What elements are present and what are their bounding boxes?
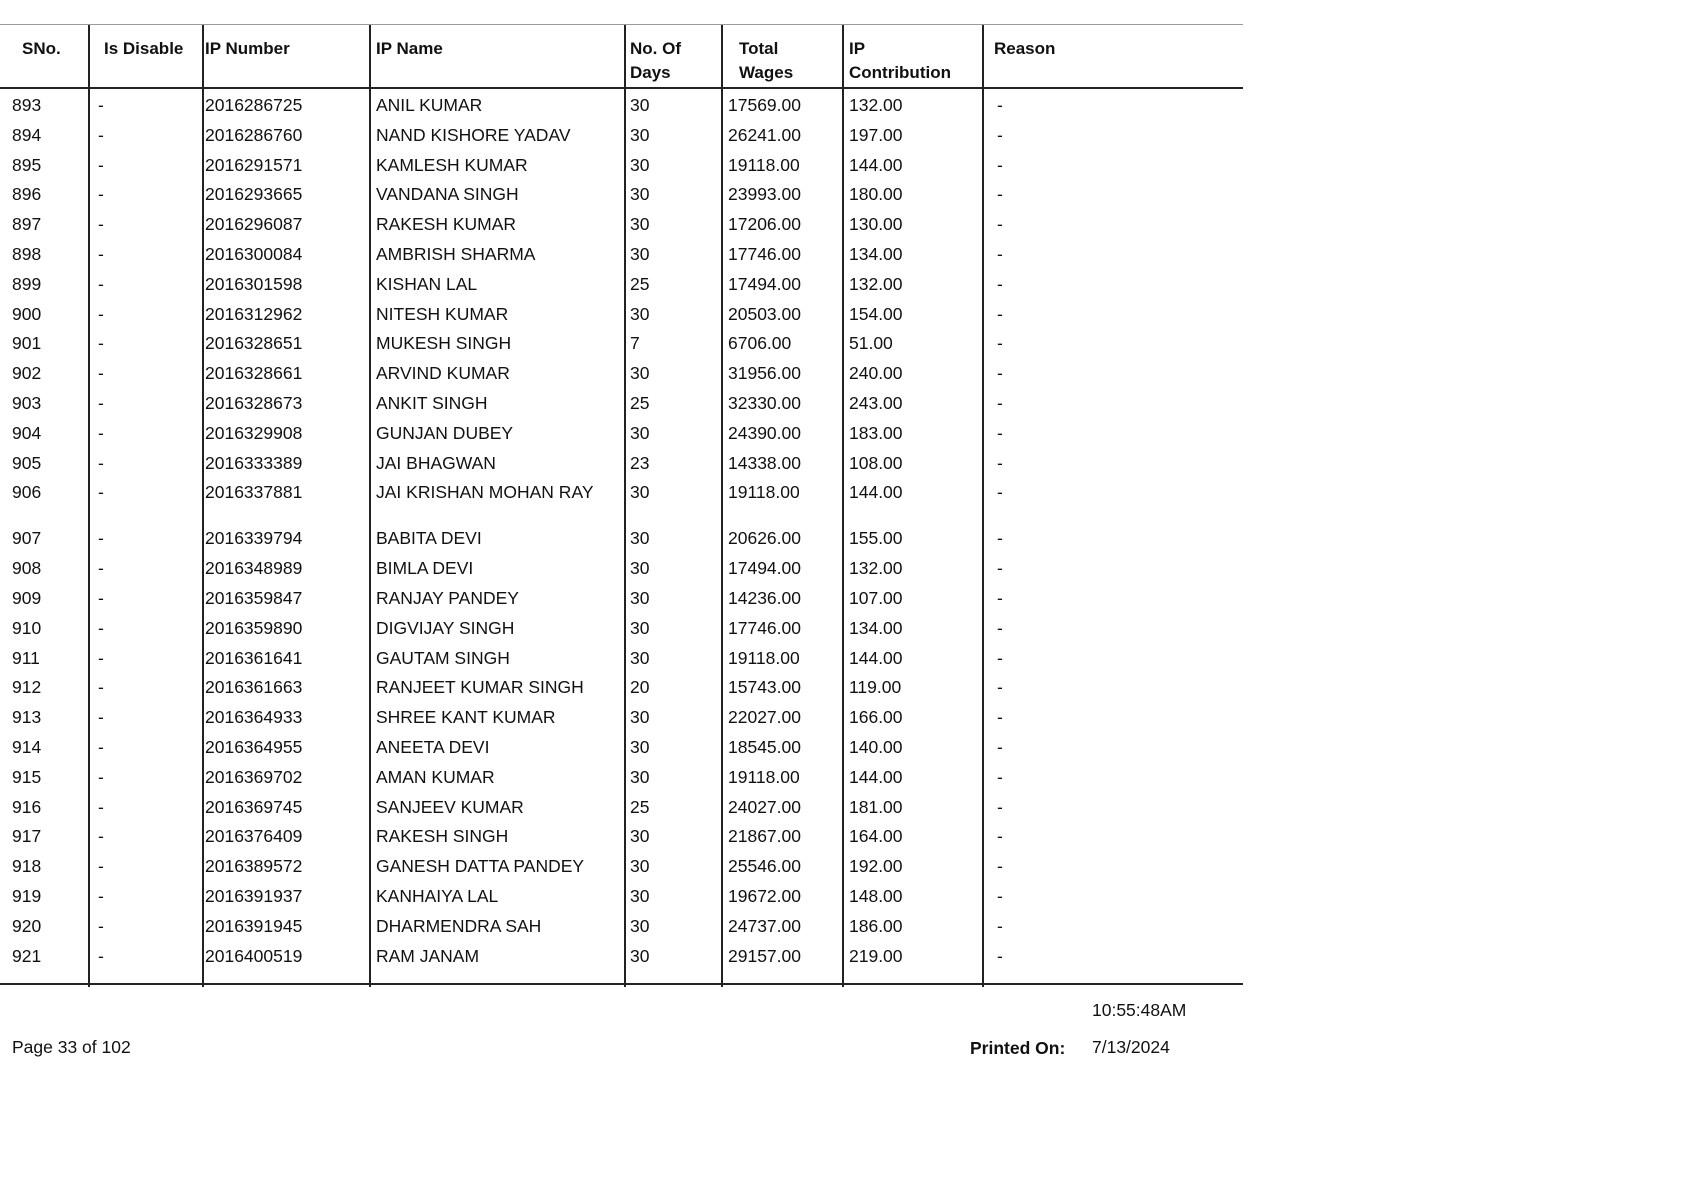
cell-total-wages: 19118.00 — [728, 647, 800, 668]
cell-sno: 906 — [12, 482, 42, 503]
header-ip-contribution — [849, 37, 951, 85]
cell-is-disable: - — [98, 677, 104, 698]
cell-reason: - — [997, 154, 1003, 175]
cell-ip-contribution: 132.00 — [849, 558, 903, 579]
cell-total-wages: 26241.00 — [728, 124, 801, 145]
cell-ip-name: KAMLESH KUMAR — [376, 154, 528, 175]
cell-reason: - — [997, 647, 1003, 668]
header-total-wages-line2: Wages — [739, 63, 794, 82]
cell-ip-contribution: 107.00 — [849, 587, 903, 608]
cell-is-disable: - — [98, 154, 104, 175]
cell-total-wages: 31956.00 — [728, 363, 801, 384]
cell-ip-number: 2016291571 — [205, 154, 303, 175]
cell-total-wages: 19118.00 — [728, 482, 800, 503]
cell-days: 7 — [630, 333, 640, 354]
cell-reason: - — [997, 856, 1003, 877]
table-row — [0, 120, 1243, 150]
cell-ip-name: RANJAY PANDEY — [376, 587, 519, 608]
cell-reason: - — [997, 95, 1003, 115]
table-row — [0, 881, 1243, 911]
printed-date: 7/13/2024 — [1092, 1037, 1170, 1057]
cell-sno: 893 — [12, 95, 42, 115]
cell-ip-contribution: 51.00 — [849, 333, 893, 354]
cell-total-wages: 17746.00 — [728, 617, 801, 638]
printed-time: 10:55:48AM — [1092, 1000, 1187, 1020]
cell-total-wages: 24027.00 — [728, 796, 801, 817]
cell-is-disable: - — [98, 214, 104, 235]
cell-ip-number: 2016328651 — [205, 333, 303, 354]
cell-days: 30 — [630, 587, 650, 608]
table-row — [0, 672, 1243, 702]
cell-ip-name: RANJEET KUMAR SINGH — [376, 677, 584, 698]
cell-total-wages: 23993.00 — [728, 184, 801, 205]
cell-days: 30 — [630, 647, 650, 668]
cell-ip-contribution: 240.00 — [849, 363, 903, 384]
cell-reason: - — [997, 736, 1003, 757]
cell-ip-number: 2016328673 — [205, 392, 303, 413]
cell-ip-contribution: 144.00 — [849, 482, 903, 503]
cell-is-disable: - — [98, 422, 104, 443]
table-row — [0, 388, 1243, 418]
cell-total-wages: 17494.00 — [728, 273, 801, 294]
cell-is-disable: - — [98, 796, 104, 817]
cell-ip-contribution: 186.00 — [849, 915, 903, 936]
header-total-wages — [739, 37, 793, 85]
cell-ip-number: 2016337881 — [205, 482, 303, 503]
cell-reason: - — [997, 482, 1003, 503]
cell-days: 30 — [630, 617, 650, 638]
header-reason: Reason — [994, 39, 1056, 58]
cell-sno: 921 — [12, 945, 42, 966]
table-row — [0, 179, 1243, 209]
cell-total-wages: 17746.00 — [728, 243, 801, 264]
cell-days: 30 — [630, 124, 650, 145]
cell-sno: 897 — [12, 214, 42, 235]
cell-is-disable: - — [98, 856, 104, 877]
cell-total-wages: 6706.00 — [728, 333, 792, 354]
cell-ip-contribution: 197.00 — [849, 124, 903, 145]
cell-ip-number: 2016391945 — [205, 915, 303, 936]
cell-ip-number: 2016400519 — [205, 945, 303, 966]
cell-sno: 918 — [12, 856, 42, 877]
cell-ip-contribution: 132.00 — [849, 273, 903, 294]
cell-ip-number: 2016359890 — [205, 617, 303, 638]
cell-is-disable: - — [98, 558, 104, 579]
cell-is-disable: - — [98, 736, 104, 757]
header-no-of-days-line2: Days — [630, 63, 671, 82]
cell-total-wages: 32330.00 — [728, 392, 801, 413]
cell-ip-name: RAKESH KUMAR — [376, 214, 517, 235]
cell-ip-name: GANESH DATTA PANDEY — [376, 856, 585, 877]
cell-sno: 908 — [12, 558, 42, 579]
cell-is-disable: - — [98, 363, 104, 384]
cell-is-disable: - — [98, 707, 104, 728]
table-row — [0, 418, 1243, 448]
cell-ip-number: 2016293665 — [205, 184, 303, 205]
cell-days: 30 — [630, 915, 650, 936]
cell-ip-contribution: 134.00 — [849, 617, 903, 638]
cell-reason: - — [997, 363, 1003, 384]
table-row — [0, 448, 1243, 478]
cell-sno: 910 — [12, 617, 42, 638]
cell-ip-name: KISHAN LAL — [376, 273, 478, 294]
cell-ip-contribution: 134.00 — [849, 243, 903, 264]
cell-sno: 895 — [12, 154, 42, 175]
cell-is-disable: - — [98, 766, 104, 787]
cell-is-disable: - — [98, 945, 104, 966]
header-is-disable: Is Disable — [104, 39, 184, 58]
cell-is-disable: - — [98, 647, 104, 668]
cell-total-wages: 19118.00 — [728, 766, 800, 787]
cell-reason: - — [997, 885, 1003, 906]
cell-reason: - — [997, 587, 1003, 608]
header-no-of-days — [630, 37, 681, 85]
cell-ip-contribution: 181.00 — [849, 796, 903, 817]
cell-reason: - — [997, 528, 1003, 549]
cell-days: 30 — [630, 885, 650, 906]
table-row — [0, 553, 1243, 583]
cell-total-wages: 22027.00 — [728, 707, 801, 728]
cell-days: 30 — [630, 528, 650, 549]
cell-ip-name: AMBRISH SHARMA — [376, 243, 536, 264]
cell-ip-name: AMAN KUMAR — [376, 766, 495, 787]
cell-total-wages: 20626.00 — [728, 528, 801, 549]
cell-days: 30 — [630, 766, 650, 787]
table-row — [0, 269, 1243, 299]
cell-sno: 904 — [12, 422, 42, 443]
cell-ip-number: 2016301598 — [205, 273, 303, 294]
cell-sno: 905 — [12, 452, 42, 473]
table-row — [0, 583, 1243, 613]
header-sno: SNo. — [22, 39, 61, 58]
cell-ip-number: 2016329908 — [205, 422, 303, 443]
cell-days: 30 — [630, 945, 650, 966]
cell-reason: - — [997, 707, 1003, 728]
table-row — [0, 762, 1243, 792]
cell-is-disable: - — [98, 528, 104, 549]
cell-total-wages: 15743.00 — [728, 677, 801, 698]
cell-sno: 909 — [12, 587, 42, 608]
cell-ip-number: 2016328661 — [205, 363, 303, 384]
cell-ip-contribution: 140.00 — [849, 736, 903, 757]
cell-total-wages: 19118.00 — [728, 154, 800, 175]
cell-days: 30 — [630, 214, 650, 235]
cell-ip-contribution: 155.00 — [849, 528, 903, 549]
cell-is-disable: - — [98, 243, 104, 264]
table-row — [0, 358, 1243, 388]
cell-sno: 917 — [12, 826, 42, 847]
cell-total-wages: 17569.00 — [728, 95, 801, 115]
cell-ip-name: GUNJAN DUBEY — [376, 422, 514, 443]
table-row — [0, 613, 1243, 643]
cell-ip-number: 2016389572 — [205, 856, 303, 877]
cell-ip-name: KANHAIYA LAL — [376, 885, 499, 906]
cell-days: 30 — [630, 363, 650, 384]
cell-reason: - — [997, 558, 1003, 579]
cell-sno: 901 — [12, 333, 42, 354]
cell-ip-contribution: 154.00 — [849, 303, 903, 324]
cell-ip-number: 2016312962 — [205, 303, 303, 324]
cell-ip-name: ARVIND KUMAR — [376, 363, 510, 384]
table-row — [0, 702, 1243, 732]
cell-ip-contribution: 144.00 — [849, 154, 903, 175]
cell-ip-name: ANEETA DEVI — [376, 736, 490, 757]
cell-ip-contribution: 148.00 — [849, 885, 903, 906]
cell-ip-number: 2016333389 — [205, 452, 303, 473]
cell-days: 30 — [630, 482, 650, 503]
cell-is-disable: - — [98, 885, 104, 906]
table-row — [0, 209, 1243, 239]
cell-reason: - — [997, 796, 1003, 817]
header-ip-number: IP Number — [205, 39, 290, 58]
cell-days: 30 — [630, 303, 650, 324]
cell-ip-number: 2016286725 — [205, 95, 303, 115]
cell-ip-number: 2016376409 — [205, 826, 303, 847]
cell-days: 20 — [630, 677, 650, 698]
cell-ip-number: 2016361641 — [205, 647, 303, 668]
table-row — [0, 821, 1243, 851]
header-divider — [0, 87, 1243, 89]
cell-is-disable: - — [98, 303, 104, 324]
header-ip-contribution-line1: IP — [849, 39, 866, 58]
cell-ip-name: SANJEEV KUMAR — [376, 796, 524, 817]
table-row — [0, 851, 1243, 881]
cell-total-wages: 20503.00 — [728, 303, 801, 324]
cell-ip-number: 2016348989 — [205, 558, 303, 579]
cell-total-wages: 21867.00 — [728, 826, 801, 847]
cell-ip-number: 2016339794 — [205, 528, 303, 549]
cell-days: 23 — [630, 452, 650, 473]
cell-sno: 911 — [12, 647, 40, 668]
cell-ip-name: SHREE KANT KUMAR — [376, 707, 556, 728]
cell-is-disable: - — [98, 95, 104, 115]
cell-ip-number: 2016364955 — [205, 736, 303, 757]
cell-ip-number: 2016296087 — [205, 214, 303, 235]
cell-days: 25 — [630, 796, 650, 817]
cell-days: 30 — [630, 422, 650, 443]
cell-ip-name: DHARMENDRA SAH — [376, 915, 542, 936]
cell-reason: - — [997, 273, 1003, 294]
cell-reason: - — [997, 184, 1003, 205]
cell-reason: - — [997, 766, 1003, 787]
printed-on-label: Printed On: — [970, 1038, 1066, 1058]
cell-ip-number: 2016300084 — [205, 243, 303, 264]
cell-sno: 907 — [12, 528, 42, 549]
cell-ip-name: BIMLA DEVI — [376, 558, 474, 579]
cell-is-disable: - — [98, 482, 104, 503]
cell-ip-contribution: 243.00 — [849, 392, 903, 413]
cell-ip-contribution: 132.00 — [849, 95, 903, 115]
cell-is-disable: - — [98, 452, 104, 473]
cell-days: 30 — [630, 826, 650, 847]
cell-total-wages: 25546.00 — [728, 856, 801, 877]
cell-days: 30 — [630, 243, 650, 264]
cell-total-wages: 19672.00 — [728, 885, 801, 906]
table-row — [0, 911, 1243, 941]
cell-sno: 896 — [12, 184, 42, 205]
cell-ip-name: ANIL KUMAR — [376, 95, 483, 115]
cell-total-wages: 29157.00 — [728, 945, 801, 966]
cell-reason: - — [997, 392, 1003, 413]
cell-ip-number: 2016286760 — [205, 124, 303, 145]
cell-ip-number: 2016359847 — [205, 587, 303, 608]
cell-days: 30 — [630, 856, 650, 877]
cell-reason: - — [997, 243, 1003, 264]
cell-sno: 903 — [12, 392, 42, 413]
cell-ip-contribution: 183.00 — [849, 422, 903, 443]
cell-reason: - — [997, 945, 1003, 966]
cell-ip-number: 2016369702 — [205, 766, 303, 787]
cell-total-wages: 18545.00 — [728, 736, 801, 757]
table-bottom-border — [0, 983, 1243, 985]
header-no-of-days-line1: No. Of — [630, 39, 681, 58]
cell-reason: - — [997, 617, 1003, 638]
table-row — [0, 150, 1243, 180]
cell-sno: 913 — [12, 707, 42, 728]
cell-ip-contribution: 144.00 — [849, 766, 903, 787]
cell-ip-contribution: 108.00 — [849, 452, 903, 473]
cell-sno: 899 — [12, 273, 42, 294]
cell-ip-number: 2016364933 — [205, 707, 303, 728]
cell-is-disable: - — [98, 333, 104, 354]
cell-ip-contribution: 192.00 — [849, 856, 903, 877]
cell-ip-name: GAUTAM SINGH — [376, 647, 510, 668]
table-row — [0, 239, 1243, 269]
cell-ip-contribution: 130.00 — [849, 214, 903, 235]
cell-reason: - — [997, 303, 1003, 324]
header-ip-contribution-line2: Contribution — [849, 63, 951, 82]
cell-reason: - — [997, 452, 1003, 473]
cell-reason: - — [997, 333, 1003, 354]
cell-ip-name: DIGVIJAY SINGH — [376, 617, 515, 638]
page-number: Page 33 of 102 — [12, 1037, 131, 1057]
table-row — [0, 299, 1243, 329]
cell-days: 30 — [630, 95, 650, 115]
cell-is-disable: - — [98, 273, 104, 294]
cell-sno: 894 — [12, 124, 42, 145]
cell-total-wages: 14338.00 — [728, 452, 801, 473]
cell-ip-contribution: 166.00 — [849, 707, 903, 728]
cell-reason: - — [997, 214, 1003, 235]
header-total-wages-line1: Total — [739, 39, 779, 58]
cell-is-disable: - — [98, 587, 104, 608]
cell-ip-number: 2016391937 — [205, 885, 303, 906]
cell-ip-name: VANDANA SINGH — [376, 184, 519, 205]
table-row — [0, 477, 1243, 523]
cell-sno: 914 — [12, 736, 42, 757]
cell-ip-name: BABITA DEVI — [376, 528, 482, 549]
cell-ip-name: JAI KRISHAN MOHAN RAY — [376, 482, 594, 503]
cell-sno: 912 — [12, 677, 42, 698]
table-row — [0, 523, 1243, 553]
cell-ip-contribution: 144.00 — [849, 647, 903, 668]
header-ip-name: IP Name — [376, 39, 443, 58]
cell-is-disable: - — [98, 617, 104, 638]
cell-reason: - — [997, 422, 1003, 443]
cell-total-wages: 24390.00 — [728, 422, 801, 443]
cell-sno: 920 — [12, 915, 42, 936]
cell-sno: 919 — [12, 885, 42, 906]
cell-ip-contribution: 219.00 — [849, 945, 903, 966]
cell-ip-contribution: 180.00 — [849, 184, 903, 205]
table-row — [0, 643, 1243, 673]
cell-is-disable: - — [98, 826, 104, 847]
cell-is-disable: - — [98, 915, 104, 936]
cell-is-disable: - — [98, 124, 104, 145]
cell-days: 30 — [630, 154, 650, 175]
cell-total-wages: 24737.00 — [728, 915, 801, 936]
cell-days: 25 — [630, 392, 650, 413]
cell-sno: 915 — [12, 766, 42, 787]
table-row — [0, 732, 1243, 762]
cell-days: 25 — [630, 273, 650, 294]
table-row — [0, 941, 1243, 971]
cell-total-wages: 17206.00 — [728, 214, 801, 235]
cell-days: 30 — [630, 707, 650, 728]
cell-sno: 900 — [12, 303, 42, 324]
cell-days: 30 — [630, 736, 650, 757]
table-row — [0, 792, 1243, 822]
cell-sno: 898 — [12, 243, 42, 264]
cell-ip-contribution: 119.00 — [849, 677, 902, 698]
table-row — [0, 328, 1243, 358]
cell-is-disable: - — [98, 392, 104, 413]
cell-ip-name: JAI BHAGWAN — [376, 452, 496, 473]
cell-sno: 902 — [12, 363, 42, 384]
cell-days: 30 — [630, 558, 650, 579]
cell-ip-number: 2016369745 — [205, 796, 303, 817]
cell-ip-name: RAKESH SINGH — [376, 826, 509, 847]
cell-sno: 916 — [12, 796, 42, 817]
cell-ip-name: MUKESH SINGH — [376, 333, 512, 354]
cell-reason: - — [997, 677, 1003, 698]
cell-ip-name: RAM JANAM — [376, 945, 480, 966]
cell-reason: - — [997, 915, 1003, 936]
cell-total-wages: 14236.00 — [728, 587, 801, 608]
cell-ip-name: NITESH KUMAR — [376, 303, 509, 324]
cell-reason: - — [997, 826, 1003, 847]
cell-ip-number: 2016361663 — [205, 677, 303, 698]
table-body — [0, 90, 1243, 970]
table-row — [0, 90, 1243, 120]
cell-ip-name: NAND KISHORE YADAV — [376, 124, 571, 145]
cell-reason: - — [997, 124, 1003, 145]
cell-ip-contribution: 164.00 — [849, 826, 903, 847]
cell-ip-name: ANKIT SINGH — [376, 392, 488, 413]
cell-days: 30 — [630, 184, 650, 205]
cell-total-wages: 17494.00 — [728, 558, 801, 579]
cell-is-disable: - — [98, 184, 104, 205]
